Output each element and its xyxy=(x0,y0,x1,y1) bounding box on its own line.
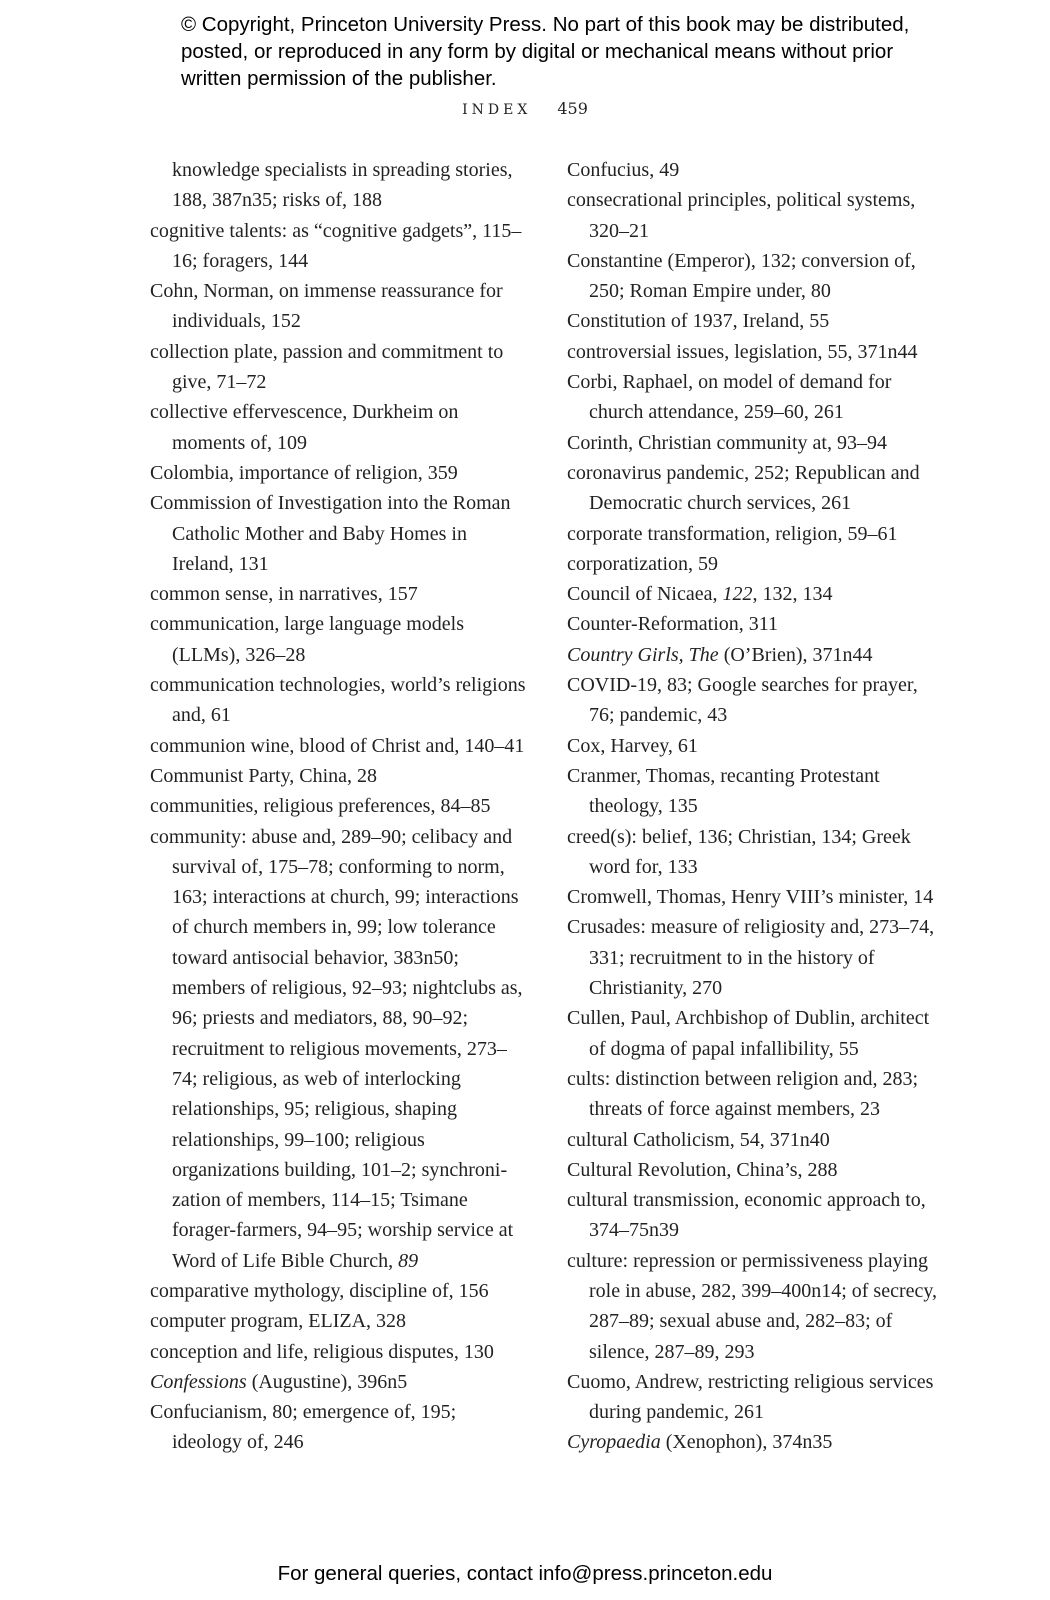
entry-text: Council of Nicaea, xyxy=(567,583,723,606)
index-entry xyxy=(150,731,530,761)
entry-italic-text: 122 xyxy=(722,583,753,606)
index-entry xyxy=(150,791,530,821)
index-entry xyxy=(150,1367,530,1397)
index-entry xyxy=(150,458,530,488)
entry-text: Constitution of 1937, Ireland, 55 xyxy=(567,310,830,333)
index-entry xyxy=(567,1064,947,1125)
index-entry xyxy=(567,1155,947,1185)
index-entry xyxy=(150,276,530,337)
index-entry xyxy=(567,609,947,639)
entry-text: Confucianism, 80; emergence of, 195; ideology of, 246 xyxy=(150,1401,457,1454)
entry-text: communication, large language models (LLMs), 326–28 xyxy=(150,613,464,666)
entry-text: common sense, in narratives, 157 xyxy=(150,583,418,606)
index-entry-continuation xyxy=(150,155,530,216)
section-label: INDEX xyxy=(462,102,532,118)
entry-text: Constantine (Emperor), 132; conversion of, 250; Roman Empire under, 80 xyxy=(567,249,916,303)
index-entry xyxy=(150,579,530,609)
index-entry xyxy=(567,1185,947,1246)
index-entry xyxy=(567,155,947,185)
entry-text: Communist Party, China, 28 xyxy=(150,764,378,787)
entry-text: , 132, 134 xyxy=(752,583,833,606)
index-entry xyxy=(567,1246,947,1367)
index-entry xyxy=(567,549,947,579)
entry-text: Cohn, Norman, on immense reassurance for individuals, 152 xyxy=(150,280,503,333)
entry-text: Cranmer, Thomas, recanting Protestant theology, 135 xyxy=(567,764,880,818)
entry-text: Corinth, Christian community at, 93–94 xyxy=(567,431,887,454)
entry-text: coronavirus pandemic, 252; Republican and Democratic church services, 261 xyxy=(567,461,920,515)
index-entry xyxy=(150,216,530,277)
index-entry xyxy=(150,337,530,398)
entry-text: comparative mythology, discipline of, 156 xyxy=(150,1279,489,1302)
index-entry xyxy=(567,367,947,428)
entry-text: Confucius, 49 xyxy=(567,159,680,181)
entry-text: Cromwell, Thomas, Henry VIII’s minister, 14 xyxy=(567,886,934,909)
index-entry xyxy=(567,428,947,458)
entry-text: Cultural Revolution, China’s, 288 xyxy=(567,1158,838,1181)
index-entry xyxy=(567,1003,947,1064)
entry-text: collective effervescence, Durkheim on moments of, 109 xyxy=(150,401,459,454)
entry-text: collection plate, passion and commitment to give, 71–72 xyxy=(150,340,504,394)
index-column-right xyxy=(567,155,947,1458)
index-entry xyxy=(567,670,947,731)
entry-text: (Xenophon), 374n35 xyxy=(660,1431,833,1454)
index-entry xyxy=(150,1337,530,1367)
entry-text: Colombia, importance of religion, 359 xyxy=(150,461,458,484)
entry-text: cults: distinction between religion and, 283; threats of force against members, 23 xyxy=(567,1067,919,1121)
index-entry xyxy=(150,1397,530,1458)
entry-text: cognitive talents: as “cognitive gadgets”, 115–16; foragers, 144 xyxy=(150,219,522,272)
entry-text: cultural transmission, economic approach to, 374–75n39 xyxy=(567,1189,926,1242)
entry-text: Cullen, Paul, Archbishop of Dublin, architect of dogma of papal infallibility, 55 xyxy=(567,1007,930,1060)
index-entry xyxy=(150,1306,530,1336)
entry-text: Cuomo, Andrew, restricting religious services during pandemic, 261 xyxy=(567,1370,934,1424)
index-entry xyxy=(567,579,947,609)
entry-text: cultural Catholicism, 54, 371n40 xyxy=(567,1128,830,1151)
index-entry xyxy=(567,912,947,1003)
index-column-left xyxy=(150,155,530,1458)
index-entry xyxy=(567,337,947,367)
index-entry xyxy=(567,731,947,761)
index-entry xyxy=(567,761,947,822)
entry-text: culture: repression or permissiveness playing role in abuse, 282, 399–400n14; of secrecy, 287–89; sexual abuse and, 282–83; of silence, 287–89, 293 xyxy=(567,1249,938,1363)
entry-text: (Augustine), 396n5 xyxy=(246,1370,408,1393)
index-entry xyxy=(150,609,530,670)
index-entry xyxy=(567,1125,947,1155)
index-entry xyxy=(567,882,947,912)
index-entry xyxy=(567,822,947,883)
footer-contact: For general queries, contact info@press.princeton.edu xyxy=(277,1562,773,1585)
entry-text: (O’Brien), 371n44 xyxy=(718,643,873,666)
entry-text: creed(s): belief, 136; Christian, 134; Greek word for, 133 xyxy=(567,825,911,878)
entry-text: Counter-Reformation, 311 xyxy=(567,613,779,636)
entry-text: consecrational principles, political systems, 320–21 xyxy=(567,189,916,242)
entry-text: corporatization, 59 xyxy=(567,552,719,575)
page-number: 459 xyxy=(557,99,588,118)
copyright-notice: © Copyright, Princeton University Press. No part of this book may be distributed, posted, or reproduced in any form by digital or mechanical means without prior written permission of the publisher. xyxy=(181,13,910,90)
index-entry xyxy=(567,640,947,670)
entry-text: Corbi, Raphael, on model of demand for church attendance, 259–60, 261 xyxy=(567,371,892,424)
index-entry xyxy=(150,822,530,1276)
entry-text: Cox, Harvey, 61 xyxy=(567,734,698,757)
index-entry xyxy=(150,1276,530,1306)
entry-text: controversial issues, legislation, 55, 371n44 xyxy=(567,340,918,363)
index-entry xyxy=(150,488,530,579)
entry-text: conception and life, religious disputes, 130 xyxy=(150,1340,494,1363)
index-entry xyxy=(567,306,947,336)
index-entry xyxy=(567,1427,947,1457)
index-entry xyxy=(567,1367,947,1428)
index-entry xyxy=(567,458,947,519)
index-entry xyxy=(567,185,947,246)
entry-text: Commission of Investigation into the Roman Catholic Mother and Baby Homes in Ireland, 131 xyxy=(150,492,511,575)
entry-text: communion wine, blood of Christ and, 140–41 xyxy=(150,734,525,757)
entry-text: COVID-19, 83; Google searches for prayer, 76; pandemic, 43 xyxy=(567,674,918,727)
entry-text: computer program, ELIZA, 328 xyxy=(150,1310,407,1333)
entry-italic-text: 89 xyxy=(398,1249,419,1272)
index-entry xyxy=(567,246,947,307)
index-entry xyxy=(567,519,947,549)
entry-italic-text: Cyropaedia xyxy=(567,1431,661,1454)
entry-text: corporate transformation, religion, 59–61 xyxy=(567,522,898,545)
running-head xyxy=(0,99,1050,118)
entry-italic-text: Confessions xyxy=(150,1370,247,1393)
entry-italic-text: Country Girls, The xyxy=(567,643,719,666)
index-entry xyxy=(150,670,530,731)
entry-text: communities, religious preferences, 84–85 xyxy=(150,795,491,818)
entry-text: knowledge specialists in spreading stories, 188, 387n35; risks of, 188 xyxy=(172,159,513,212)
index-entry xyxy=(150,397,530,458)
index-entry xyxy=(150,761,530,791)
entry-text: community: abuse and, 289–90; celibacy and survival of, 175–78; conforming to norm, 163; interactions at church, 99; interactions of church members in, 99; low tolerance toward antisocial behavior, 383n50; members of religious, 92–93; nightclubs as, 96; priests and mediators, 88, 90–92; recruitment to religious movements, 273–74; religious, as web of interlocking relationships, 95; religious, shaping relationships, 99–100; religious organizations building, 101–2; synchronization of members, 114–15; Tsimane forager-farmers, 94–95; worship service at Word of Life Bible Church, xyxy=(150,825,523,1272)
entry-text: communication technologies, world’s religions and, 61 xyxy=(150,674,526,727)
entry-text: Crusades: measure of religiosity and, 273–74, 331; recruitment to in the history of Christianity, 270 xyxy=(567,916,935,1000)
